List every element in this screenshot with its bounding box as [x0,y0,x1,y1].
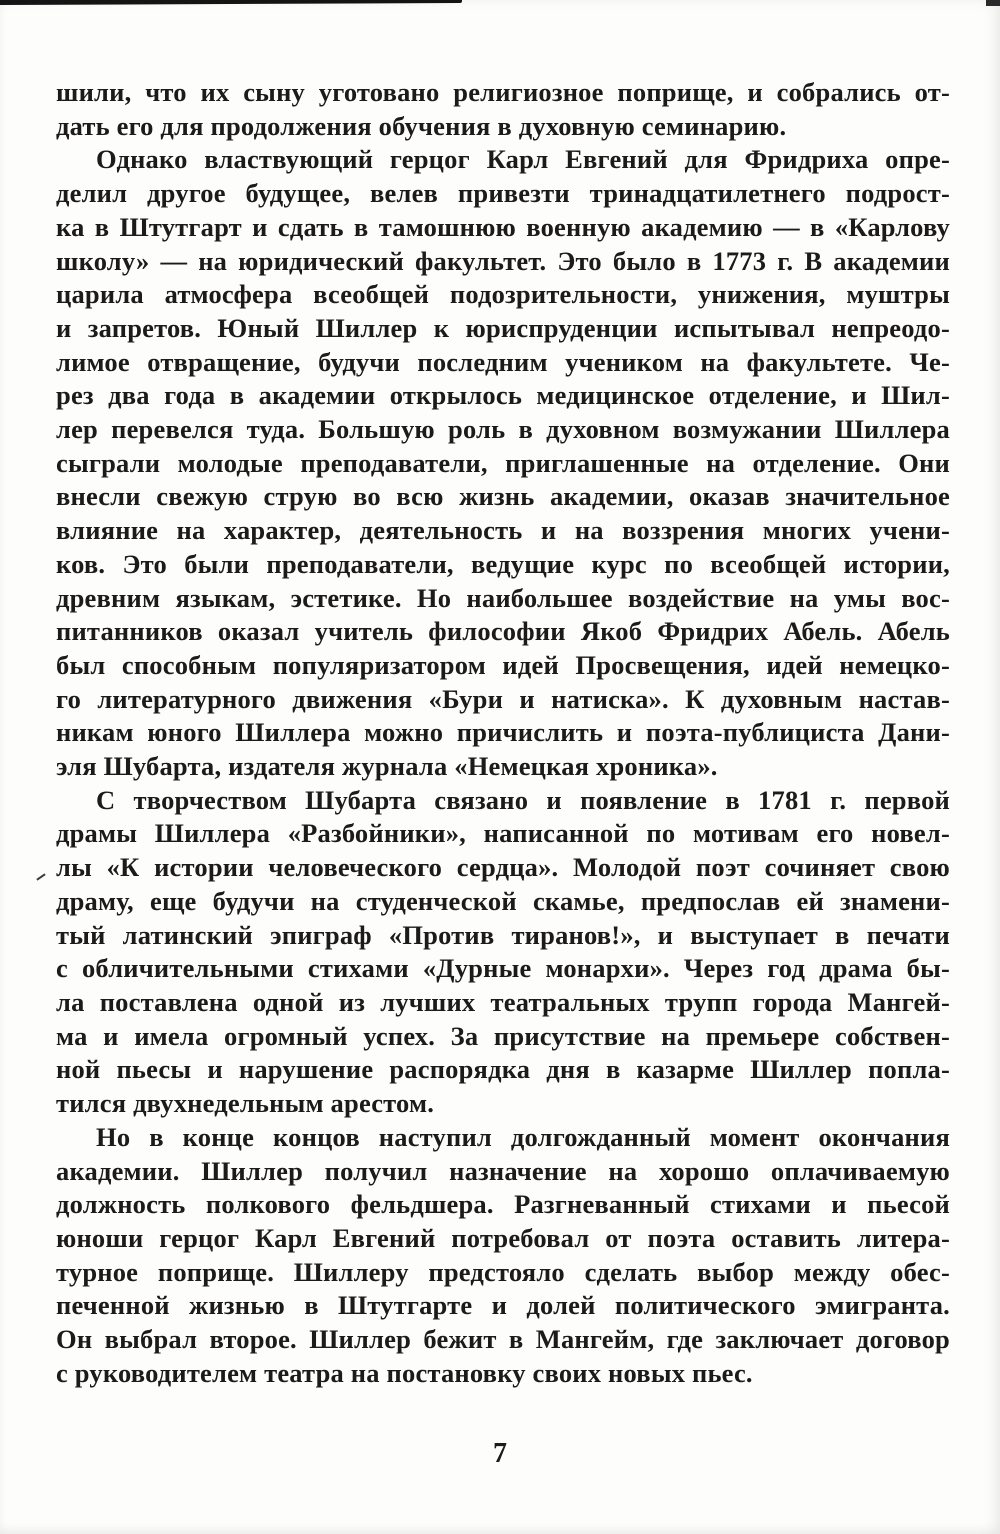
text-line: эля Шубарта, издателя журнала «Немецкая хроника». [56,751,718,782]
text-line: шили, что их сыну уготовано религиозное поприще, и собрались от- [56,77,950,107]
paragraph [56,76,950,143]
text-line: ма и имела огромный успех. За присутствие на премьере собствен- [56,1020,950,1051]
scan-artifact-speck [36,873,45,880]
text-column [56,76,950,1390]
text-line: юноши герцог Карл Евгений потребовал от поэта оставить литера- [56,1222,950,1253]
text-line: С творчеством Шубарта связано и появление в 1781 г. первой [96,784,950,815]
text-line: сыграли молодые преподаватели, приглашенные на отделение. Они [56,447,950,478]
text-line: ка в Штутгарт и сдать в тамошнюю военную академию — в «Карлову [56,211,950,242]
text-line: с обличительными стихами «Дурные монархи». Через год драма бы- [56,953,950,984]
text-line: питанников оказал учитель философии Якоб Фридрих Абель. Абель [56,616,950,647]
text-line: влияние на характер, деятельность и на воззрения многих учени- [56,515,950,546]
text-line: с руководителем театра на постановку своих новых пьес. [56,1357,753,1388]
text-line: драмы Шиллера «Разбойники», написанной по мотивам его новел- [56,818,950,849]
text-line: академии. Шиллер получил назначение на хорошо оплачиваемую [56,1155,950,1186]
text-line: ков. Это были преподаватели, ведущие курс по всеобщей истории, [56,548,950,579]
text-line: Однако властвующий герцог Карл Евгений для Фридриха опре- [96,144,950,175]
text-line: Он выбрал второе. Шиллер бежит в Мангейм, где заключает договор [56,1324,950,1355]
text-line: и запретов. Юный Шиллер к юриспруденции испытывал непреодо- [56,312,950,343]
text-line: лы «К истории человеческого сердца». Молодой поэт сочиняет свою [56,852,950,883]
text-line: дать его для продолжения обучения в духовную семинарию. [56,110,787,141]
text-line: лимое отвращение, будучи последним учеником на факультете. Че- [56,346,950,377]
text-line: был способным популяризатором идей Просвещения, идей немецко- [56,649,950,680]
text-line: должность полкового фельдшера. Разгневанный стихами и пьесой [56,1189,950,1220]
text-line: школу» — на юридический факультет. Это было в 1773 г. В академии [56,245,950,276]
text-line: царила атмосфера всеобщей подозрительности, унижения, муштры [56,279,950,310]
text-line: Но в конце концов наступил долгожданный момент окончания [96,1121,950,1152]
paragraph [56,784,950,1121]
text-line: лер перевелся туда. Большую роль в духовном возмужании Шиллера [56,414,950,445]
text-line: древним языкам, эстетике. Но наибольшее воздействие на умы вос- [56,582,950,613]
paragraph [56,1121,950,1391]
text-line: рез два года в академии открылось медицинское отделение, и Шил- [56,380,950,411]
paragraph [56,143,950,783]
text-line: го литературного движения «Бури и натиска». К духовным настав- [56,683,950,714]
text-line: никам юного Шиллера можно причислить и поэта-публициста Дани- [56,717,950,748]
text-line: внесли свежую струю во всю жизнь академии, оказав значительное [56,481,950,512]
scan-artifact-corner [986,0,1000,6]
text-line: печенной жизнью в Штутгарте и долей политического эмигранта. [56,1290,950,1321]
text-line: ла поставлена одной из лучших театральных трупп города Мангей- [56,986,950,1017]
page-number: 7 [493,1438,507,1469]
text-line: драму, еще будучи на студенческой скамье, предпослав ей знамени- [56,885,950,916]
text-line: турное поприще. Шиллеру предстояло сделать выбор между обес- [56,1256,950,1287]
text-line: тый латинский эпиграф «Против тиранов!», и выступает в печати [56,919,950,950]
scan-artifact-top-edge [0,0,462,5]
text-line: делил другое будущее, велев привезти тринадцатилетнего подрост- [56,178,950,209]
text-line: тился двухнедельным арестом. [56,1088,435,1119]
text-line: ной пьесы и нарушение распорядка дня в казарме Шиллер попла- [56,1054,950,1085]
